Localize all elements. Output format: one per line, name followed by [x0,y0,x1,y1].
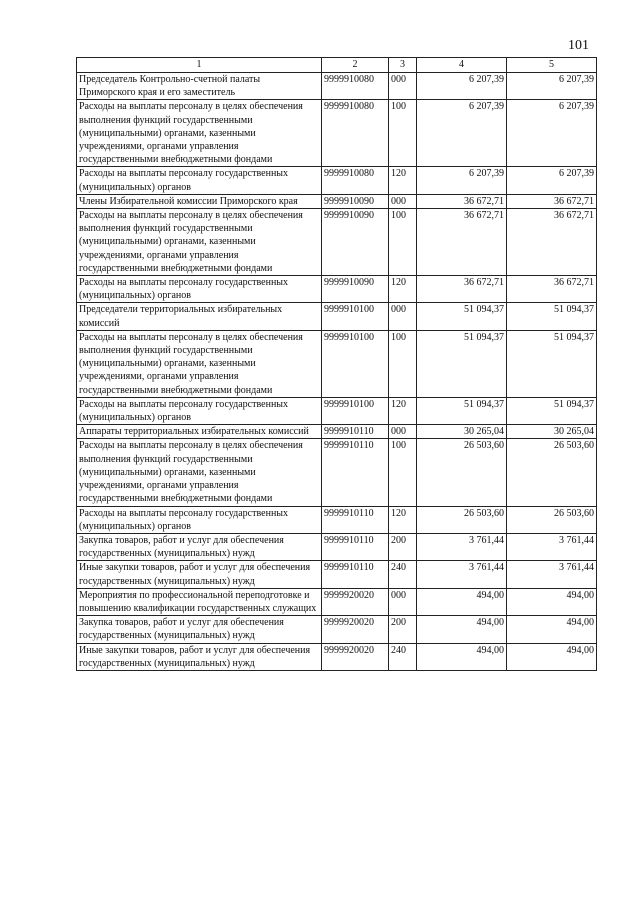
row-type: 100 [389,100,417,167]
row-value-5: 51 094,37 [507,330,597,397]
row-value-4: 494,00 [417,643,507,670]
row-value-4: 3 761,44 [417,561,507,588]
header-col-1: 1 [77,58,322,73]
row-type: 000 [389,425,417,439]
row-name: Расходы на выплаты персоналу в целях обеспечения выполнения функций государственными (муниципальными) органами, казенными учреждениями, органами управления государственными внебюджетными фондами [77,439,322,506]
header-col-3: 3 [389,58,417,73]
page-number: 101 [568,38,589,53]
row-type: 240 [389,643,417,670]
row-type: 120 [389,506,417,533]
row-value-4: 6 207,39 [417,167,507,194]
table-row [77,616,597,643]
budget-table [76,57,597,671]
table-row [77,439,597,506]
row-value-4: 51 094,37 [417,330,507,397]
row-name: Расходы на выплаты персоналу в целях обеспечения выполнения функций государственными (муниципальными) органами, казенными учреждениями, органами управления государственными внебюджетными фондами [77,330,322,397]
table-row [77,209,597,276]
table-row [77,276,597,303]
row-code: 9999910110 [322,561,389,588]
row-value-4: 6 207,39 [417,73,507,100]
table-row [77,643,597,670]
header-col-2: 2 [322,58,389,73]
row-code: 9999920020 [322,588,389,615]
row-value-5: 51 094,37 [507,397,597,424]
row-value-4: 494,00 [417,588,507,615]
table-row [77,194,597,208]
row-name: Расходы на выплаты персоналу государственных (муниципальных) органов [77,276,322,303]
row-value-5: 30 265,04 [507,425,597,439]
table-header [77,58,597,73]
row-type: 120 [389,397,417,424]
header-col-5: 5 [507,58,597,73]
table-row [77,588,597,615]
row-code: 9999910090 [322,209,389,276]
row-name: Мероприятия по профессиональной переподготовке и повышению квалификации государственных служащих [77,588,322,615]
row-value-5: 36 672,71 [507,276,597,303]
row-name: Иные закупки товаров, работ и услуг для обеспечения государственных (муниципальных) нужд [77,561,322,588]
row-value-5: 36 672,71 [507,194,597,208]
row-code: 9999910110 [322,439,389,506]
row-type: 100 [389,330,417,397]
row-value-5: 6 207,39 [507,167,597,194]
row-value-4: 51 094,37 [417,303,507,330]
row-name: Председатели территориальных избирательных комиссий [77,303,322,330]
row-name: Расходы на выплаты персоналу государственных (муниципальных) органов [77,506,322,533]
row-value-4: 36 672,71 [417,194,507,208]
row-value-5: 494,00 [507,643,597,670]
row-type: 000 [389,194,417,208]
row-name: Расходы на выплаты персоналу в целях обеспечения выполнения функций государственными (муниципальными) органами, казенными учреждениями, органами управления государственными внебюджетными фондами [77,100,322,167]
row-value-5: 36 672,71 [507,209,597,276]
row-type: 000 [389,303,417,330]
table-row [77,100,597,167]
row-value-5: 3 761,44 [507,561,597,588]
row-name: Иные закупки товаров, работ и услуг для обеспечения государственных (муниципальных) нужд [77,643,322,670]
table-row [77,425,597,439]
row-value-5: 6 207,39 [507,100,597,167]
row-value-5: 494,00 [507,588,597,615]
row-value-4: 51 094,37 [417,397,507,424]
table-row [77,533,597,560]
table-row [77,73,597,100]
table-row [77,303,597,330]
row-value-5: 51 094,37 [507,303,597,330]
row-value-4: 3 761,44 [417,533,507,560]
row-code: 9999920020 [322,616,389,643]
row-type: 120 [389,167,417,194]
row-value-4: 30 265,04 [417,425,507,439]
row-type: 200 [389,533,417,560]
row-type: 240 [389,561,417,588]
row-code: 9999910080 [322,167,389,194]
table-row [77,330,597,397]
row-name: Расходы на выплаты персоналу в целях обеспечения выполнения функций государственными (муниципальными) органами, казенными учреждениями, органами управления государственными внебюджетными фондами [77,209,322,276]
row-code: 9999910090 [322,194,389,208]
table-body [77,73,597,671]
row-value-5: 26 503,60 [507,506,597,533]
row-name: Закупка товаров, работ и услуг для обеспечения государственных (муниципальных) нужд [77,616,322,643]
row-value-5: 6 207,39 [507,73,597,100]
row-value-4: 26 503,60 [417,439,507,506]
row-code: 9999910100 [322,330,389,397]
row-name: Аппараты территориальных избирательных комиссий [77,425,322,439]
row-value-4: 36 672,71 [417,209,507,276]
row-name: Председатель Контрольно-счетной палаты Приморского края и его заместитель [77,73,322,100]
row-value-5: 26 503,60 [507,439,597,506]
row-value-4: 494,00 [417,616,507,643]
row-code: 9999910080 [322,100,389,167]
row-code: 9999910100 [322,397,389,424]
row-type: 100 [389,209,417,276]
row-type: 100 [389,439,417,506]
row-name: Члены Избирательной комиссии Приморского края [77,194,322,208]
table-row [77,506,597,533]
header-row [77,58,597,73]
row-name: Расходы на выплаты персоналу государственных (муниципальных) органов [77,397,322,424]
row-value-4: 6 207,39 [417,100,507,167]
row-code: 9999910110 [322,425,389,439]
row-code: 9999910100 [322,303,389,330]
row-code: 9999910110 [322,506,389,533]
row-type: 120 [389,276,417,303]
row-value-4: 36 672,71 [417,276,507,303]
row-code: 9999910090 [322,276,389,303]
row-code: 9999920020 [322,643,389,670]
row-type: 200 [389,616,417,643]
row-value-4: 26 503,60 [417,506,507,533]
row-code: 9999910110 [322,533,389,560]
row-value-5: 3 761,44 [507,533,597,560]
table-row [77,167,597,194]
row-name: Закупка товаров, работ и услуг для обеспечения государственных (муниципальных) нужд [77,533,322,560]
row-value-5: 494,00 [507,616,597,643]
row-type: 000 [389,73,417,100]
table-row [77,397,597,424]
header-col-4: 4 [417,58,507,73]
row-name: Расходы на выплаты персоналу государственных (муниципальных) органов [77,167,322,194]
row-code: 9999910080 [322,73,389,100]
table-row [77,561,597,588]
row-type: 000 [389,588,417,615]
